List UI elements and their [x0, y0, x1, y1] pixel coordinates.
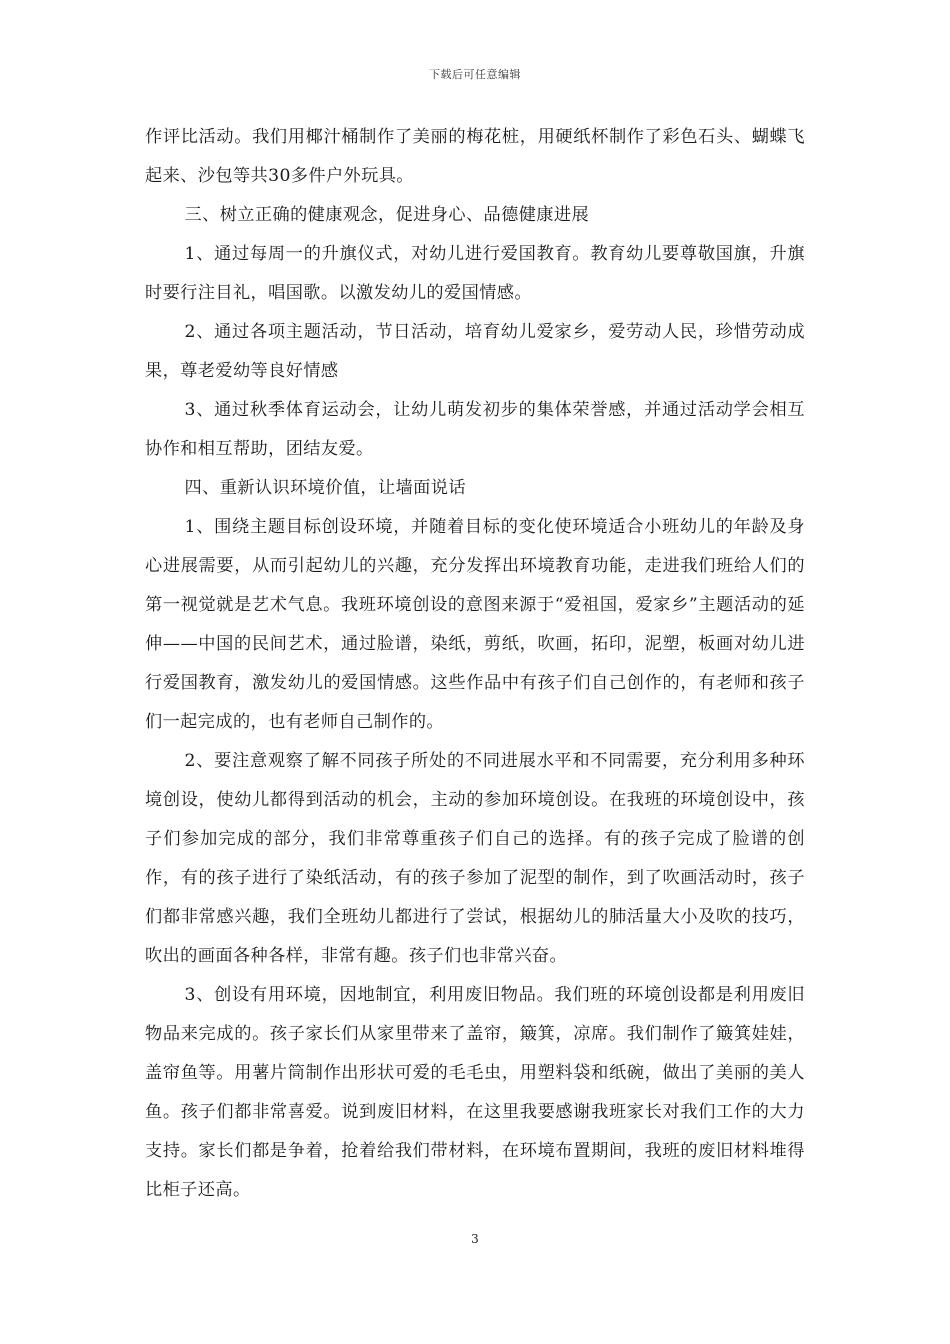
- paragraph: 1、通过每周一的升旗仪式，对幼儿进行爱国教育。教育幼儿要尊敬国旗，升旗时要行注目礼，唱国歌。以激发幼儿的爱国情感。: [145, 244, 805, 303]
- section-heading: 三、树立正确的健康观念，促进身心、品德健康进展: [184, 205, 590, 225]
- paragraph: 3、通过秋季体育运动会，让幼儿萌发初步的集体荣誉感，并通过活动学会相互协作和相互帮助，团结友爱。: [145, 400, 805, 459]
- document-body: [145, 118, 805, 1210]
- paragraph: 2、要注意观察了解不同孩子所处的不同进展水平和不同需要，充分利用多种环境创设，使幼儿都得到活动的机会，主动的参加环境创设。在我班的环境创设中，孩子们参加完成的部分，我们非常尊重孩子们自己的选择。有的孩子完成了脸谱的创作，有的孩子进行了染纸活动，有的孩子参加了泥型的制作，到了吹画活动时，孩子们都非常感兴趣，我们全班幼儿都进行了尝试，根据幼儿的肺活量大小及吹的技巧，吹出的画面各种各样，非常有趣。孩子们也非常兴奋。: [145, 751, 805, 966]
- paragraph: 2、通过各项主题活动，节日活动，培育幼儿爱家乡，爱劳动人民，珍惜劳动成果，尊老爱幼等良好情感: [145, 322, 805, 381]
- page-header: 下载后可任意编辑: [429, 68, 521, 81]
- section-heading: 四、重新认识环境价值，让墙面说话: [184, 478, 466, 498]
- paragraph: 1、围绕主题目标创设环境，并随着目标的变化使环境适合小班幼儿的年龄及身心进展需要，从而引起幼儿的兴趣，充分发挥出环境教育功能，走进我们班给人们的第一视觉就是艺术气息。我班环境创设的意图来源于“爱祖国，爱家乡”主题活动的延伸——中国的民间艺术，通过脸谱，染纸，剪纸，吹画，拓印，泥塑，板画对幼儿进行爱国教育，激发幼儿的爱国情感。这些作品中有孩子们自己创作的，有老师和孩子们一起完成的，也有老师自己制作的。: [145, 517, 805, 732]
- paragraph: 作评比活动。我们用椰汁桶制作了美丽的梅花桩，用硬纸杯制作了彩色石头、蝴蝶飞起来、沙包等共30多件户外玩具。: [145, 127, 805, 186]
- paragraph: 3、创设有用环境，因地制宜，利用废旧物品。我们班的环境创设都是利用废旧物品来完成的。孩子家长们从家里带来了盖帘，簸箕，凉席。我们制作了簸箕娃娃，盖帘鱼等。用薯片筒制作出形状可爱的毛毛虫，用塑料袋和纸碗，做出了美丽的美人鱼。孩子们都非常喜爱。说到废旧材料，在这里我要感谢我班家长对我们工作的大力支持。家长们都是争着，抢着给我们带材料，在环境布置期间，我班的废旧材料堆得比柜子还高。: [145, 985, 805, 1200]
- page-number: 3: [471, 1232, 479, 1246]
